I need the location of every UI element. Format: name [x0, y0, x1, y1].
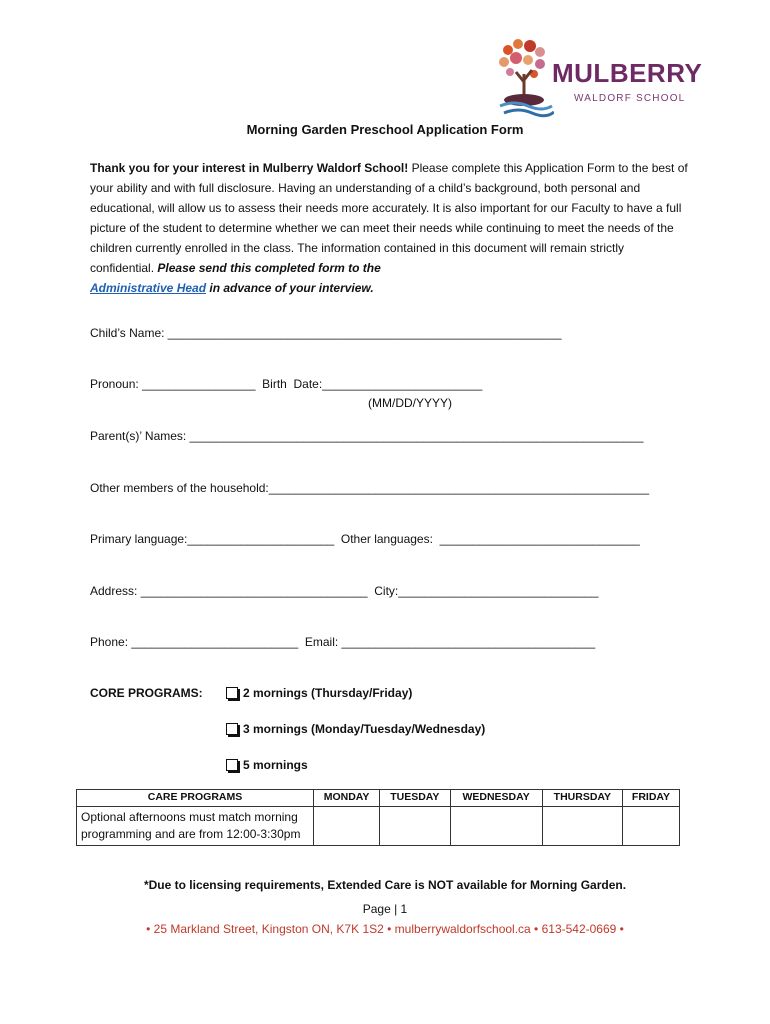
page-number: Page | 1	[362, 902, 408, 916]
address-city-field[interactable]: Address: __________________________________ City:______________________________	[90, 584, 599, 598]
core-programs-label: CORE PROGRAMS:	[90, 686, 203, 700]
logo-subtitle: WALDORF SCHOOL	[574, 93, 686, 104]
care-row-label: Optional afternoons must match morning programming and are from 12:00-3:30pm	[77, 807, 314, 846]
wednesday-cell[interactable]	[450, 807, 542, 846]
header-care-programs: CARE PROGRAMS	[77, 790, 314, 807]
intro-body: Please complete this Application Form to the best of your ability and with full disclosure. Having an understanding of a child’s background, both personal and educational, will allow us to assess their needs more accurately. It is also important for our Faculty to have a full picture of the student to determine whether we can meet their needs while continuing to meet the needs of the children currently enrolled in the class. The information contained in this document will remain strictly confidential.	[90, 161, 688, 275]
core-option-5-mornings[interactable]	[226, 758, 308, 772]
care-programs-table	[76, 789, 680, 846]
intro-tail: in advance of your interview.	[206, 281, 374, 295]
intro-lead: Thank you for your interest in Mulberry Waldorf School!	[90, 161, 409, 175]
header-friday: FRIDAY	[622, 790, 679, 807]
core-option-2-mornings[interactable]	[226, 686, 412, 700]
child-name-field[interactable]: Child’s Name: ___________________________________________________________	[90, 326, 562, 340]
intro-send: Please send this completed form to the	[157, 261, 381, 275]
tree-logo-icon	[494, 36, 554, 120]
core-option-label: 3 mornings (Monday/Tuesday/Wednesday)	[243, 722, 486, 736]
logo-wordmark: MULBERRY	[552, 58, 703, 88]
intro-paragraph	[90, 158, 690, 298]
school-logo	[494, 36, 703, 120]
form-title: Morning Garden Preschool Application Form	[246, 122, 524, 137]
parents-names-field[interactable]: Parent(s)’ Names: ____________________________________________________________________	[90, 429, 644, 443]
checkbox-icon[interactable]	[226, 687, 238, 699]
core-option-3-mornings[interactable]	[226, 722, 485, 736]
checkbox-icon[interactable]	[226, 723, 238, 735]
thursday-cell[interactable]	[542, 807, 622, 846]
core-option-label: 5 mornings	[243, 758, 308, 772]
friday-cell[interactable]	[622, 807, 679, 846]
table-header-row	[77, 790, 680, 807]
footer-contact: • 25 Markland Street, Kingston ON, K7K 1S2 • mulberrywaldorfschool.ca • 613-542-0669 •	[146, 922, 624, 936]
administrative-head-link[interactable]: Administrative Head	[90, 281, 207, 295]
household-members-field[interactable]: Other members of the household:_________________________________________________________	[90, 481, 650, 495]
core-option-label: 2 mornings (Thursday/Friday)	[243, 686, 413, 700]
phone-email-field[interactable]: Phone: _________________________ Email: ______________________________________	[90, 635, 596, 649]
checkbox-icon[interactable]	[226, 759, 238, 771]
table-row	[77, 807, 680, 846]
tuesday-cell[interactable]	[380, 807, 450, 846]
header-monday: MONDAY	[314, 790, 380, 807]
date-format-hint: (MM/DD/YYYY)	[368, 396, 452, 410]
header-thursday: THURSDAY	[542, 790, 622, 807]
monday-cell[interactable]	[314, 807, 380, 846]
licensing-note: *Due to licensing requirements, Extended Care is NOT available for Morning Garden.	[143, 878, 627, 892]
pronoun-birthdate-field[interactable]: Pronoun: _________________ Birth Date:________________________	[90, 377, 483, 391]
header-wednesday: WEDNESDAY	[450, 790, 542, 807]
header-tuesday: TUESDAY	[380, 790, 450, 807]
languages-field[interactable]: Primary language:______________________ Other languages: ______________________________	[90, 532, 640, 546]
